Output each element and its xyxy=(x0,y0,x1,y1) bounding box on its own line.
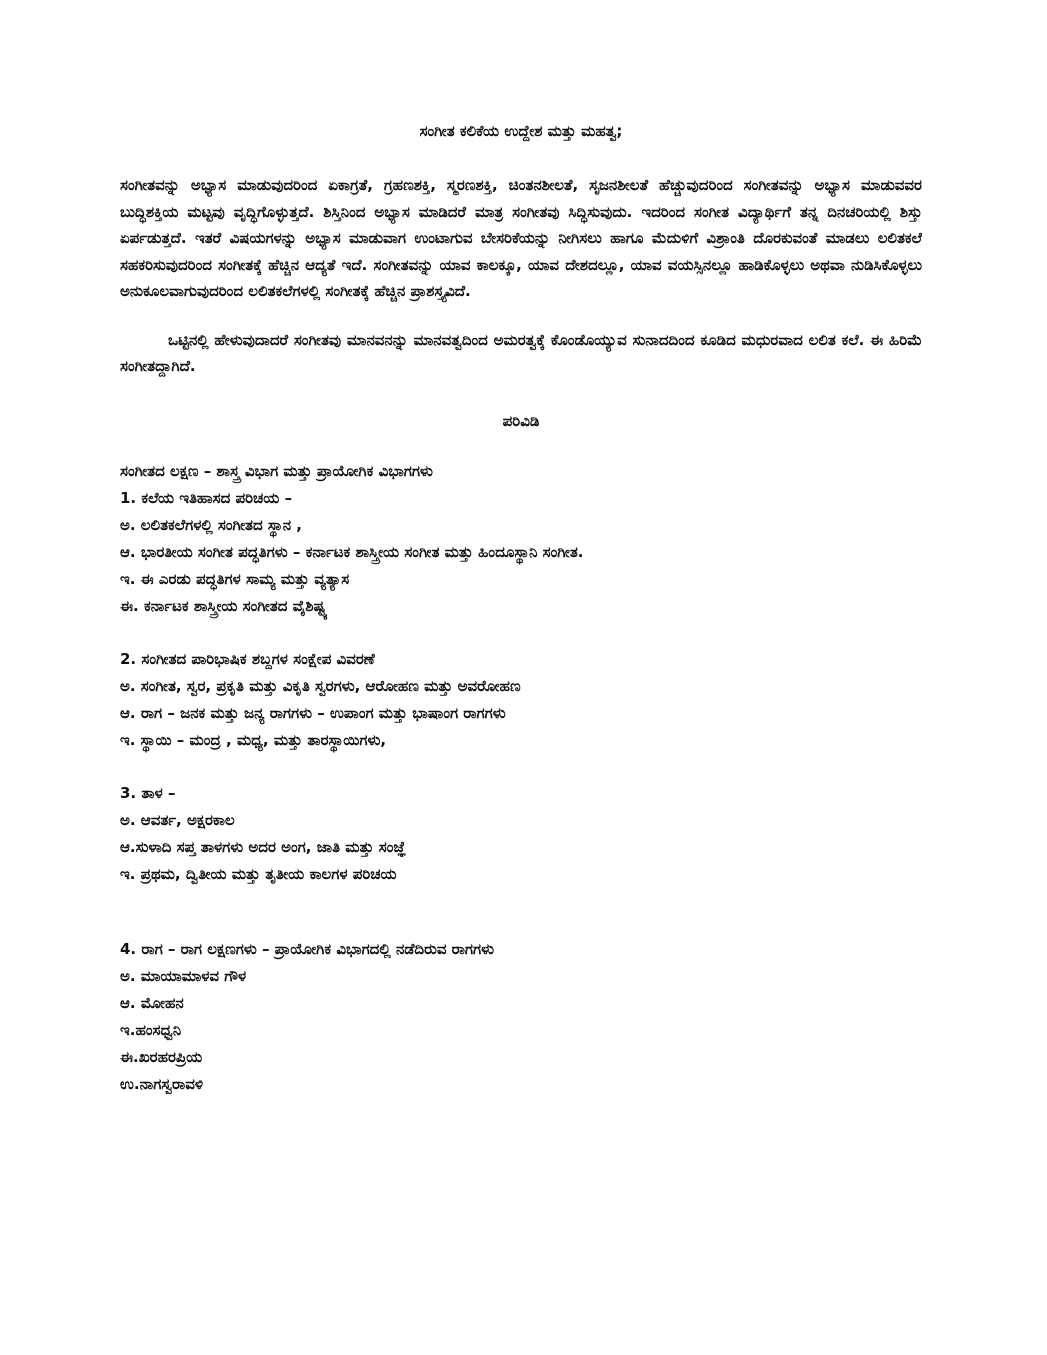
list-item: ಈ.ಖರಹರಪ್ರಿಯ xyxy=(120,1047,203,1066)
syllabus-title: ಸಂಗೀತದ ಲಕ್ಷಣ – ಶಾಸ್ತ್ರ ವಿಭಾಗ ಮತ್ತು ಪ್ರಾಯೋಗಿಕ ವಿಭಾಗಗಳು xyxy=(120,461,433,480)
list-item: ಆ. ಭಾರತೀಯ ಸಂಗೀತ ಪದ್ಧತಿಗಳು – ಕರ್ನಾಟಕ ಶಾಸ್ತ್ರೀಯ ಸಂಗೀತ ಮತ್ತು ಹಿಂದೂಸ್ಥಾನಿ ಸಂಗೀತ. xyxy=(120,542,584,561)
list-item: ಈ. ಕರ್ನಾಟಕ ಶಾಸ್ತ್ರೀಯ ಸಂಗೀತದ ವೈಶಿಷ್ಟ್ಯ xyxy=(120,596,328,615)
list-item: ಆ. ರಾಗ – ಜನಕ ಮತ್ತು ಜನ್ಯ ರಾಗಗಳು – ಉಪಾಂಗ ಮತ್ತು ಭಾಷಾಂಗ ರಾಗಗಳು xyxy=(120,703,506,722)
section-2 xyxy=(120,646,922,754)
list-item: ಉ.ನಾಗಸ್ವರಾವಳಿ xyxy=(120,1074,204,1093)
section-heading: 2. ಸಂಗೀತದ ಪಾರಿಭಾಷಿಕ ಶಬ್ದಗಳ ಸಂಕ್ಷೇಪ ವಿವರಣೆ xyxy=(120,649,375,668)
list-item: ಅ. ಸಂಗೀತ, ಸ್ವರ, ಪ್ರಕೃತಿ ಮತ್ತು ವಿಕೃತಿ ಸ್ವರಗಳು, ಆರೋಹಣ ಮತ್ತು ಅವರೋಹಣ xyxy=(120,676,521,695)
document-title: ಸಂಗೀತ ಕಲಿಕೆಯ ಉದ್ದೇಶ ಮತ್ತು ಮಹತ್ವ; xyxy=(419,122,623,140)
section-heading: 3. ತಾಳ – xyxy=(120,783,176,802)
section-4 xyxy=(120,936,922,1098)
list-item: ಆ. ಮೋಹನ xyxy=(120,993,184,1012)
document-page xyxy=(120,118,922,1238)
list-item: ಅ. ಆವರ್ತ, ಅಕ್ಷರಕಾಲ xyxy=(120,810,235,829)
section-heading: 1. ಕಲೆಯ ಇತಿಹಾಸದ ಪರಿಚಯ – xyxy=(120,488,293,507)
list-item: ಅ. ಲಲಿತಕಲೆಗಳಲ್ಲಿ ಸಂಗೀತದ ಸ್ಥಾನ , xyxy=(120,515,302,534)
list-item: ಇ. ಸ್ಥಾಯಿ – ಮಂದ್ರ , ಮಧ್ಯ, ಮತ್ತು ತಾರಸ್ಥಾಯಿಗಳು, xyxy=(120,730,387,749)
intro-paragraph: ಸಂಗೀತವನ್ನು ಅಭ್ಯಾಸ ಮಾಡುವುದರಿಂದ ಏಕಾಗ್ರತೆ, ಗ್ರಹಣಶಕ್ತಿ, ಸ್ಮರಣಶಕ್ತಿ, ಚಿಂತನಶೀಲತೆ, ಸೃಜನಶೀಲತೆ ಹೆಚ್ಚುವುದರಿಂದ ಸಂಗೀತವನ್ನು ಅಭ್ಯಾಸ ಮಾಡುವವರ ಬುದ್ಧಿಶಕ್ತಿಯ ಮಟ್ಟವು ವೃದ್ಧಿಗೊಳ್ಳುತ್ತದೆ. ಶಿಸ್ತಿನಿಂದ ಅಭ್ಯಾಸ ಮಾಡಿದರೆ ಮಾತ್ರ ಸಂಗೀತವು ಸಿದ್ಧಿಸುವುದು. ಇದರಿಂದ ಸಂಗೀತ ವಿದ್ಯಾರ್ಥಿಗೆ ತನ್ನ ದಿನಚರಿಯಲ್ಲಿ ಶಿಸ್ತು ಏರ್ಪಡುತ್ತದೆ. ಇತರೆ ವಿಷಯಗಳನ್ನು ಅಭ್ಯಾಸ ಮಾಡುವಾಗ ಉಂಟಾಗುವ ಬೇಸರಿಕೆಯನ್ನು ನೀಗಿಸಲು ಹಾಗೂ ಮೆದುಳಿಗೆ ವಿಶ್ರಾಂತಿ ದೊರಕುವಂತೆ ಮಾಡಲು ಲಲಿತಕಲೆ ಸಹಕರಿಸುವುದರಿಂದ ಸಂಗೀತಕ್ಕೆ ಹೆಚ್ಚಿನ ಆದ್ಯತೆ ಇದೆ. ಸಂಗೀತವನ್ನು ಯಾವ ಕಾಲಕ್ಕೂ, ಯಾವ ದೇಶದಲ್ಲೂ, ಯಾವ ವಯಸ್ಸಿನಲ್ಲೂ ಹಾಡಿಕೊಳ್ಳಲು ಅಥವಾ ನುಡಿಸಿಕೊಳ್ಳಲು ಅನುಕೂಲವಾಗುವುದರಿಂದ ಲಲಿತಕಲೆಗಳಲ್ಲಿ ಸಂಗೀತಕ್ಕೆ ಹೆಚ್ಚಿನ ಪ್ರಾಶಸ್ತ್ಯವಿದೆ. xyxy=(120,176,922,300)
section-1 xyxy=(120,485,922,620)
summary-paragraph: ಒಟ್ಟಿನಲ್ಲಿ ಹೇಳುವುದಾದರೆ ಸಂಗೀತವು ಮಾನವನನ್ನು ಮಾನವತ್ವದಿಂದ ಅಮರತ್ವಕ್ಕೆ ಕೊಂಡೊಯ್ಯುವ ಸುನಾದದಿಂದ ಕೂಡಿದ ಮಧುರವಾದ ಲಲಿತ ಕಲೆ. ಈ ಹಿರಿಮೆ ಸಂಗೀತದ್ದಾಗಿದೆ. xyxy=(120,330,922,375)
section-heading: 4. ರಾಗ – ರಾಗ ಲಕ್ಷಣಗಳು – ಪ್ರಾಯೋಗಿಕ ವಿಭಾಗದಲ್ಲಿ ನಡೆದಿರುವ ರಾಗಗಳು xyxy=(120,939,495,958)
syllabus-heading: ಪರಿವಿಡಿ xyxy=(502,411,540,430)
list-item: ಇ. ಪ್ರಥಮ, ದ್ವಿತೀಯ ಮತ್ತು ತೃತೀಯ ಕಾಲಗಳ ಪರಿಚಯ xyxy=(120,864,397,883)
list-item: ಇ.ಹಂಸಧ್ವನಿ xyxy=(120,1020,182,1039)
list-item: ಆ.ಸುಳಾದಿ ಸಪ್ತ ತಾಳಗಳು ಅದರ ಅಂಗ, ಜಾತಿ ಮತ್ತು ಸಂಜ್ಞೆ xyxy=(120,837,407,856)
section-3 xyxy=(120,780,922,888)
list-item: ಅ. ಮಾಯಾಮಾಳವ ಗೌಳ xyxy=(120,966,247,985)
list-item: ಇ. ಈ ಎರಡು ಪದ್ಧತಿಗಳ ಸಾಮ್ಯ ಮತ್ತು ವ್ಯತ್ಯಾಸ xyxy=(120,569,350,588)
